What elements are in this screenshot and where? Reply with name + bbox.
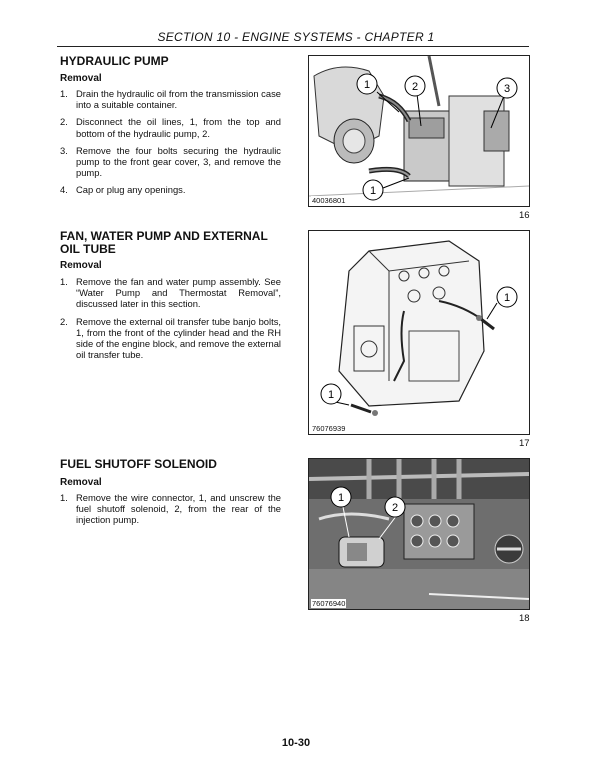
svg-text:1: 1: [503, 292, 511, 304]
step-item: 1. Remove the wire connector, 1, and unscrew the fuel shutoff solenoid, 2, from the rear of the injection pump.: [60, 492, 281, 526]
svg-text:1: 1: [327, 389, 335, 401]
callout-2: [405, 76, 425, 96]
page-number: 10-30: [281, 737, 311, 749]
header-rule: [57, 46, 529, 47]
callout-1-right: [497, 287, 517, 307]
step-item: 1. Remove the fan and water pump assembly. See “Water Pump and Thermostat Removal”, discussed later in this section.: [60, 276, 281, 310]
callout-3: [497, 78, 517, 98]
steps-fuel-shutoff: [60, 492, 281, 532]
step-item: 4. Cap or plug any openings.: [60, 184, 186, 196]
section-title-fan-water-pump: FAN, WATER PUMP AND EXTERNAL OIL TUBE: [60, 229, 268, 256]
section-title-fuel-shutoff-solenoid: FUEL SHUTOFF SOLENOID: [60, 457, 217, 471]
svg-text:1: 1: [363, 79, 371, 91]
svg-text:1: 1: [337, 492, 345, 504]
figure-number: 16: [519, 210, 530, 221]
svg-text:1: 1: [369, 185, 377, 197]
step-item: 3. Remove the four bolts securing the hydraulic pump to the front gear cover, 3, and remove the pump.: [60, 144, 281, 179]
figure-number: 17: [519, 438, 530, 449]
steps-hydraulic-pump: [60, 88, 281, 202]
engine-block-illustration: [309, 231, 529, 434]
figure-hydraulic-pump: [308, 55, 530, 207]
figure-number: 18: [519, 613, 530, 624]
callout-1: [331, 487, 351, 507]
section-subtitle-removal: Removal: [60, 477, 102, 488]
page-header: SECTION 10 - ENGINE SYSTEMS - CHAPTER 1: [157, 30, 435, 44]
hydraulic-pump-illustration: [309, 56, 529, 206]
figure-part-number: 76076939: [312, 424, 346, 433]
injection-pump-illustration: [309, 459, 529, 609]
section-subtitle-removal: Removal: [60, 73, 102, 84]
figure-part-number: 76076940: [312, 599, 346, 608]
svg-text:3: 3: [503, 83, 511, 95]
steps-fan-water-pump: [60, 276, 281, 366]
callout-1-bottom: [363, 180, 383, 200]
svg-text:2: 2: [411, 81, 419, 93]
step-item: 2. Remove the external oil transfer tube banjo bolts, 1, from the front of the cylinder head and the RH side of the engine block, and remove the external oil transfer tube.: [60, 315, 281, 361]
section-title-hydraulic-pump: HYDRAULIC PUMP: [60, 54, 169, 68]
section-subtitle-removal: Removal: [60, 260, 102, 271]
callout-1: [357, 74, 377, 94]
figure-engine-oil-tube: [308, 230, 530, 435]
figure-part-number: 40036801: [312, 196, 346, 205]
callout-2: [385, 497, 405, 517]
figure-fuel-shutoff-solenoid: [308, 458, 530, 610]
callout-1-left: [321, 384, 341, 404]
step-item: 2. Disconnect the oil lines, 1, from the top and bottom of the hydraulic pump, 2.: [60, 116, 281, 139]
svg-text:2: 2: [391, 502, 399, 514]
step-item: 1. Drain the hydraulic oil from the transmission case into a suitable container.: [60, 88, 281, 111]
